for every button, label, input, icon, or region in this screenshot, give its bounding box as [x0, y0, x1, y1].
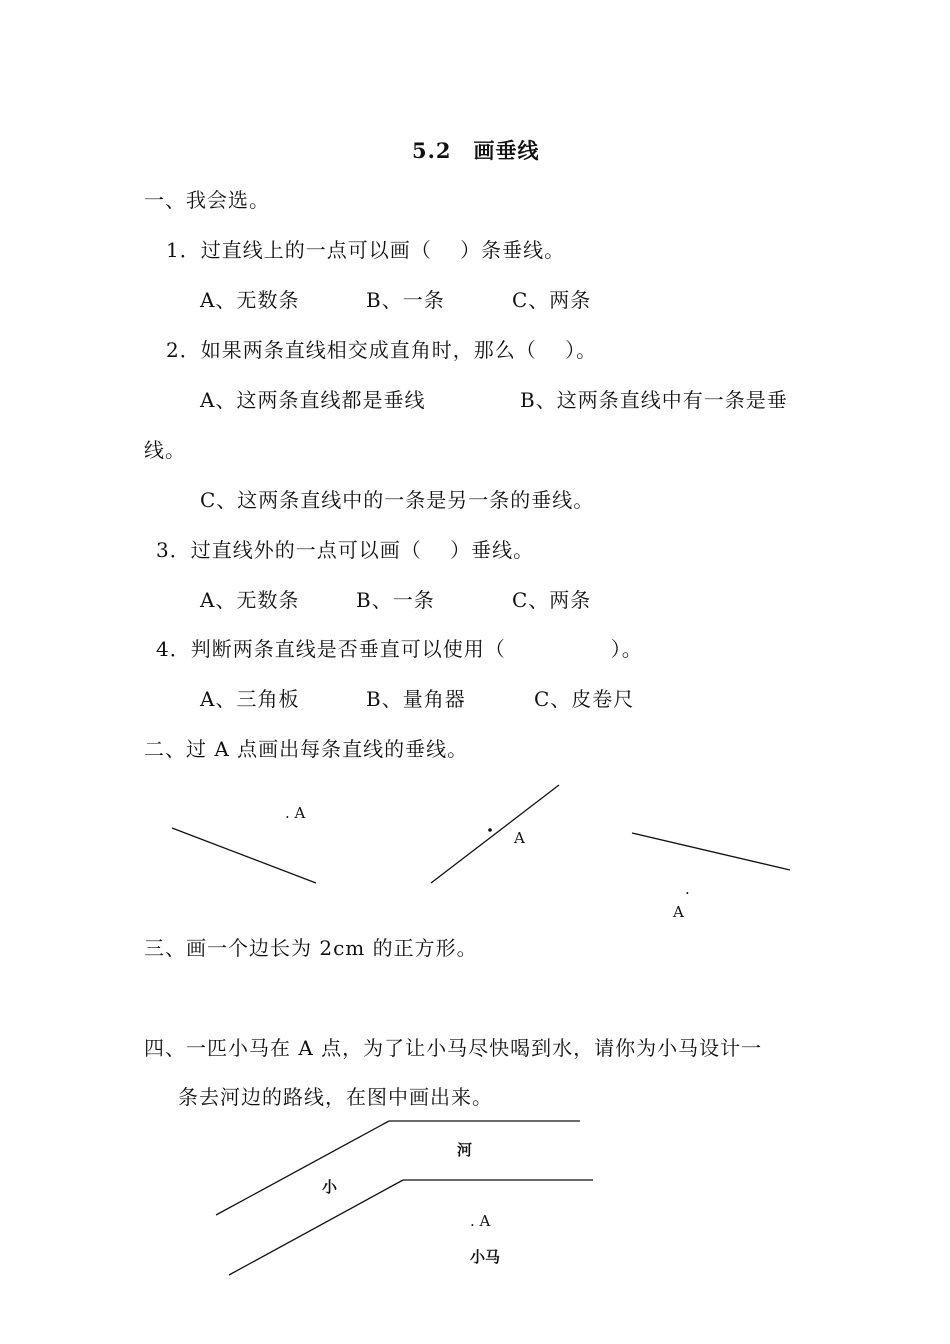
question-1-option-b: B、一条: [366, 288, 445, 312]
river-label: 河: [457, 1141, 473, 1159]
point-a-dot-3: .: [685, 880, 690, 898]
line-2: [431, 785, 559, 883]
horse-point-a-label: . A: [470, 1212, 491, 1230]
small-label: 小: [322, 1178, 338, 1196]
question-2-option-c: C、这两条直线中的一条是另一条的垂线。: [200, 488, 595, 512]
section-1-heading: 一、我会选。: [144, 188, 270, 212]
question-4-text: 4．判断两条直线是否垂直可以使用（ ）。: [156, 637, 643, 661]
point-a-label-1: . A: [285, 804, 306, 822]
section-4-line-2: 条去河边的路线，在图中画出来。: [178, 1085, 493, 1109]
question-4-option-c: C、皮卷尺: [534, 687, 635, 711]
question-2-text: 2．如果两条直线相交成直角时，那么（ ）。: [166, 338, 598, 362]
question-4-option-b: B、量角器: [366, 687, 466, 711]
point-a-label-3: A: [673, 903, 684, 921]
question-3-option-a: A、无数条: [200, 588, 300, 612]
question-2-option-a: A、这两条直线都是垂线: [200, 388, 426, 412]
point-a-dot-2: [488, 828, 492, 832]
question-1-option-c: C、两条: [512, 288, 592, 312]
section-2-heading: 二、过 A 点画出每条直线的垂线。: [144, 737, 469, 761]
question-3-option-c: C、两条: [512, 588, 592, 612]
line-3: [632, 833, 790, 870]
question-3-text: 3．过直线外的一点可以画（ ）垂线。: [156, 538, 535, 562]
section-4-line-1: 四、一匹小马在 A 点，为了让小马尽快喝到水，请你为小马设计一: [144, 1036, 763, 1060]
page-title: 5.2 画垂线: [412, 138, 540, 163]
question-1-option-a: A、无数条: [200, 288, 300, 312]
line-1: [172, 828, 316, 883]
question-2-option-b: B、这两条直线中有一条是垂: [520, 388, 788, 412]
question-2-option-b-continued: 线。: [144, 438, 186, 462]
question-3-option-b: B、一条: [356, 588, 435, 612]
question-4-option-a: A、三角板: [200, 687, 300, 711]
section-3-heading: 三、画一个边长为 2cm 的正方形。: [144, 936, 478, 960]
question-1-text: 1．过直线上的一点可以画（ ）条垂线。: [166, 238, 566, 262]
point-a-label-2: A: [514, 829, 525, 847]
river-upper-bank-slope: [216, 1121, 389, 1215]
horse-label: 小马: [470, 1248, 501, 1266]
